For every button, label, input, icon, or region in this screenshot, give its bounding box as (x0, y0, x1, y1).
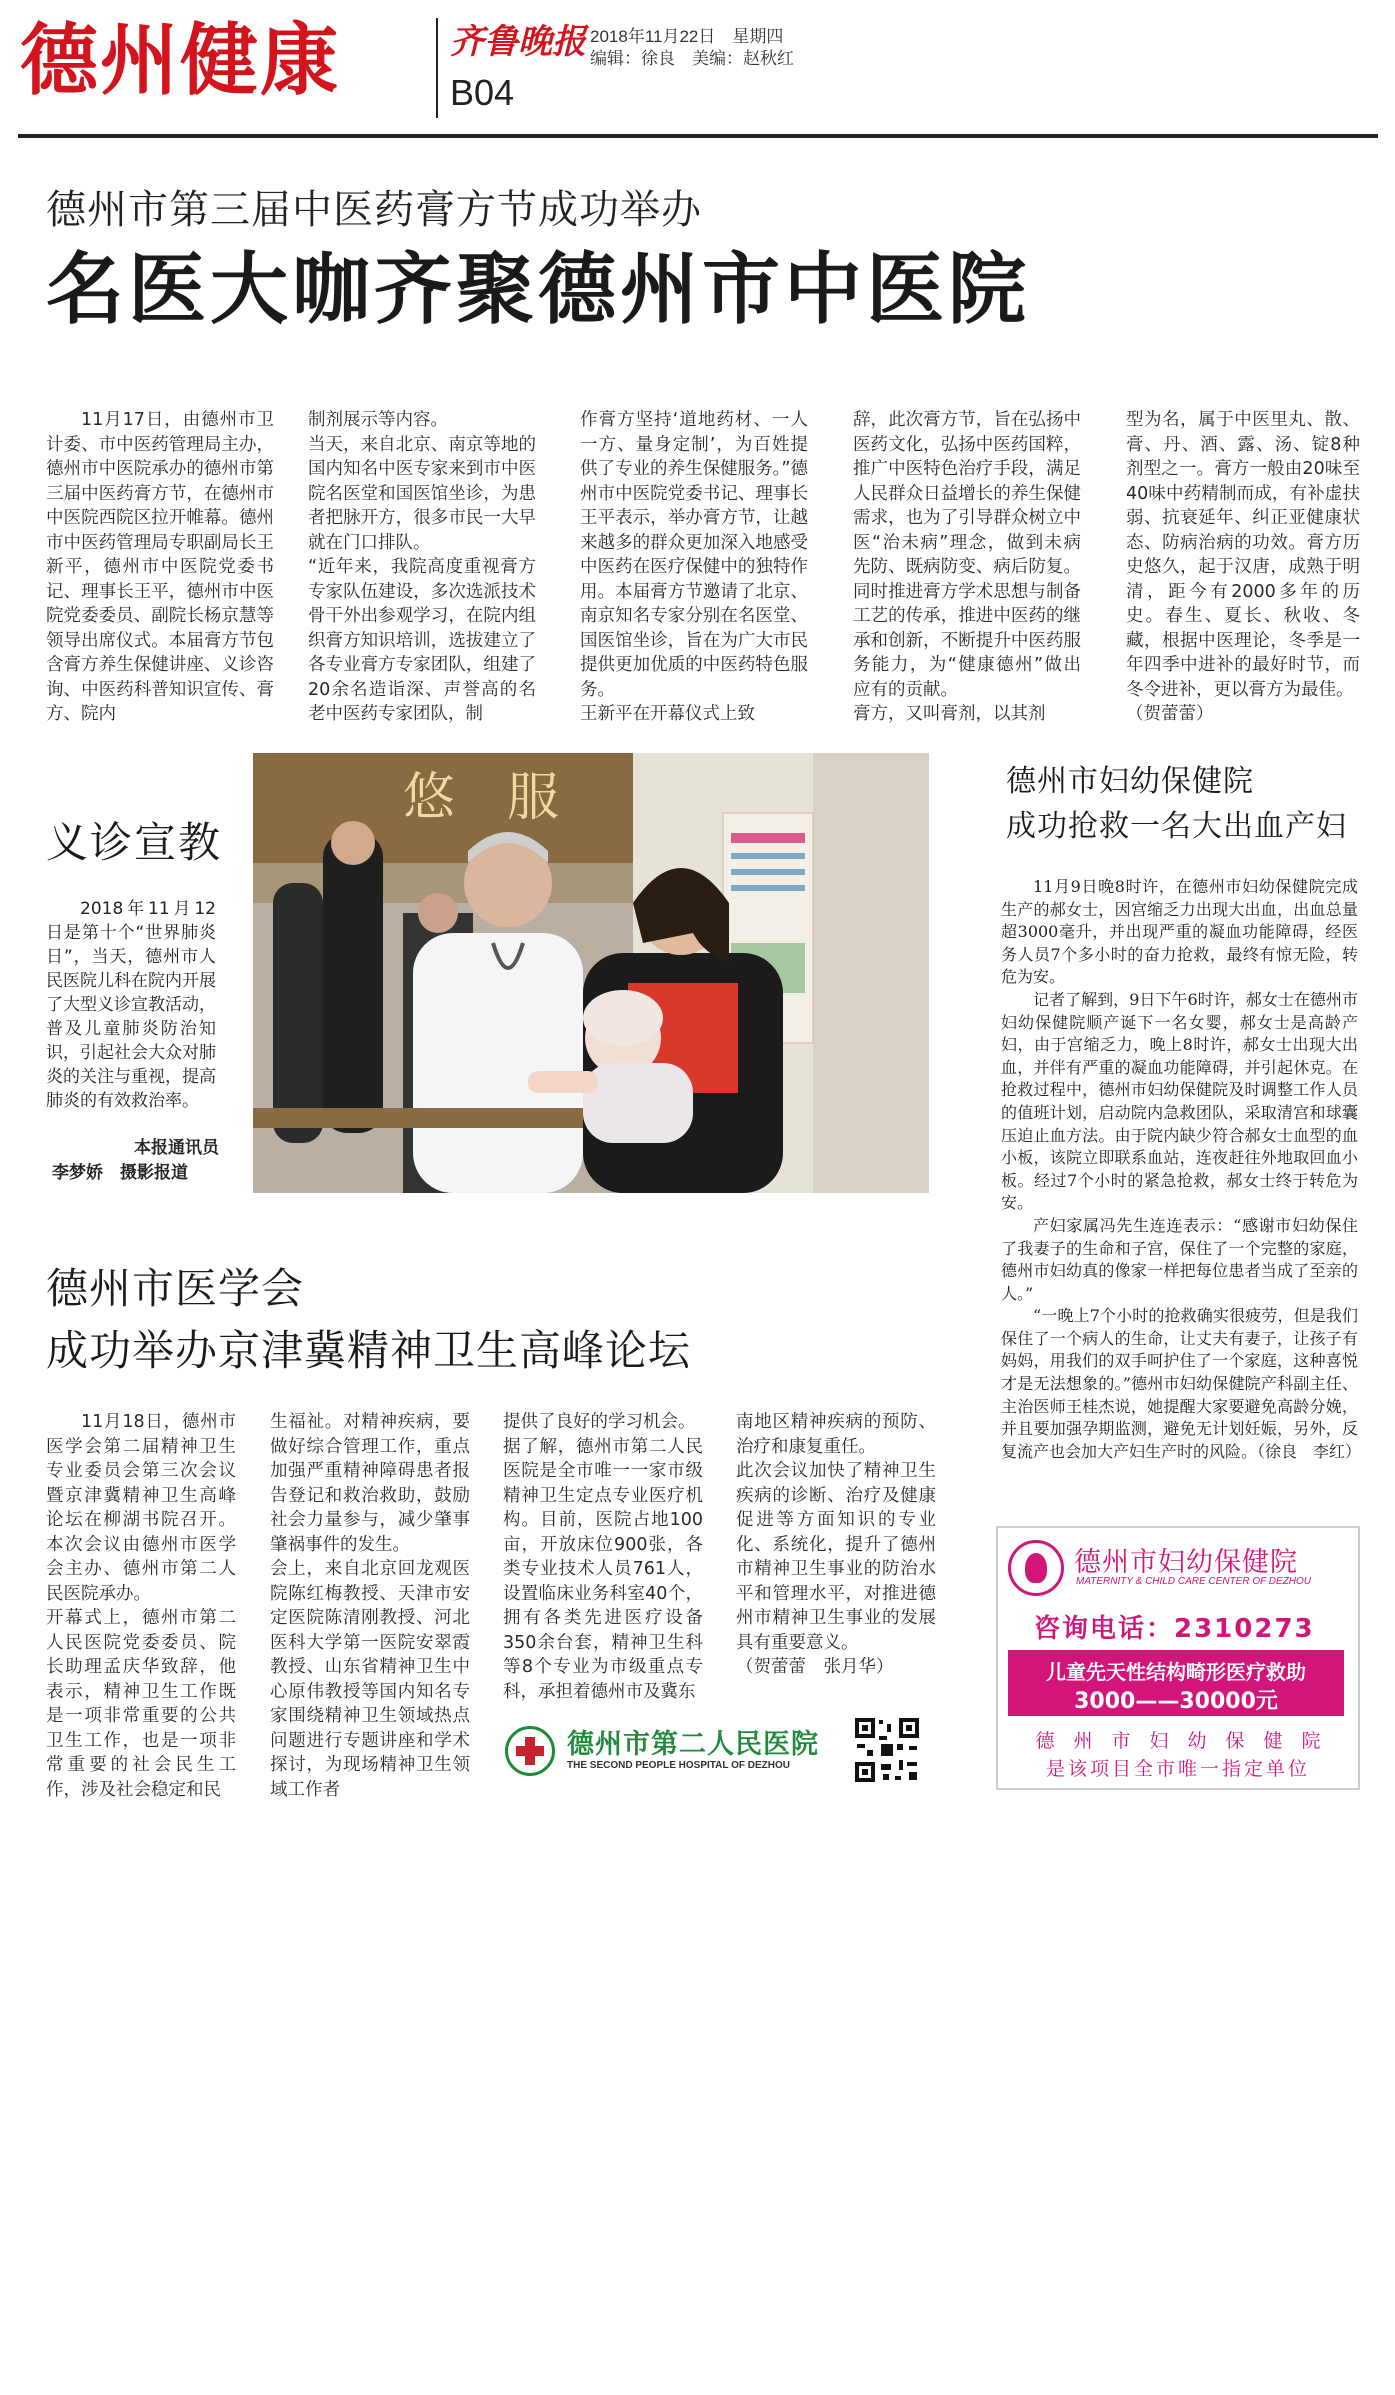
right-story-headline-1: 德州市妇幼保健院 (1006, 764, 1254, 799)
hospital-logo-cn: 德州市第二人民医院 (567, 1729, 819, 1760)
photo-story-body: 2018年11月12日是第十个“世界肺炎日”，当天，德州市人民医院儿科在院内开展了大型义诊宣教活动，普及儿童肺炎防治知识，引起社会大众对肺炎的关注与重视，提高肺炎的有效救治率。 (46, 899, 216, 1111)
right-story-body (1001, 876, 1362, 1463)
right-story-paragraph: 产妇家属冯先生连连表示：“感谢市妇幼保住了我妻子的生命和子宫，保住了一个完整的家庭，德州市妇幼真的像家一样把每位患者当成了至亲的人。” (1001, 1215, 1358, 1303)
bottom-column-4 (736, 1410, 936, 1680)
lead-col5-text: 型为名，属于中医里丸、散、膏、丹、酒、露、汤、锭8种剂型之一。膏方一般由20味至40味中药精制而成，有补虚扶弱、抗衰延年、纠正亚健康状态、防病治病的功效。膏方历史悠久，起于汉唐，成熟于明清，距今有2000多年的历史。春生、夏长、秋收、冬藏，根据中医理论，冬季是一年四季中进补的最好时节，而冬令进补，更以膏方为最佳。 （贺蕾蕾） (1126, 410, 1360, 724)
right-story-paragraph: “一晚上7个小时的抢救确实很疲劳，但是我们保住了一个病人的生命，让丈夫有妻子，让孩子有妈妈，用我们的双手呵护住了一个家庭，这种喜悦才是无法想象的。”德州市妇幼保健院产科副主任、主治医师王桂杰说，她提醒大家要避免高龄分娩，并且要加强孕期监测，避免无计划妊娠，另外，反复流产也会加大产妇生产时的风险。（徐良 李红） (1001, 1306, 1362, 1461)
paper-name: 齐鲁晚报 (450, 22, 586, 62)
masthead-divider (436, 18, 438, 118)
photo-credit-names: 李梦娇 摄影报道 (52, 1163, 188, 1183)
right-story-paragraph: 记者了解到，9日下午6时许，郝女士在德州市妇幼保健院顺产诞下一名女婴，郝女士是高龄产妇，由于宫缩乏力，晚上8时许，郝女士出现大出血，并伴有严重的凝血功能障碍，并引起休克。在抢救过程中，德州市妇幼保健院及时调整工作人员的值班计划，启动院内急救团队，采取清宫和球囊压迫止血方法。由于院内缺少符合郝女士血型的血小板，该院立即联系血站，连夜赶往外地取回血小板。经过7个小时的紧急抢救，郝女士终于转危为安。 (1001, 989, 1358, 1213)
ad-footer-line1: 德 州 市 妇 幼 保 健 院 (1035, 1730, 1321, 1752)
bottom-story-headline-1: 德州市医学会 (46, 1264, 305, 1313)
bottom-column-1 (46, 1410, 236, 1802)
right-story-headline-2: 成功抢救一名大出血产妇 (1006, 809, 1347, 844)
lead-column-5 (1126, 408, 1360, 727)
lead-column-3 (580, 408, 808, 727)
masthead-rule (18, 134, 1378, 138)
issue-date: 2018年11月22日 星期四 (590, 27, 784, 46)
clinic-photo-illustration (253, 753, 929, 1193)
lead-headline: 名医大咖齐聚德州市中医院 (46, 245, 1031, 335)
photo-banner-text: 悠 服 (403, 768, 560, 828)
ad-footer-line2: 是该项目全市唯一指定单位 (1045, 1758, 1310, 1780)
right-story-paragraph: 11月9日晚8时许，在德州市妇幼保健院完成生产的郝女士，因宫缩乏力出现大出血，出血总量超3000毫升，并出现严重的凝血功能障碍，经医务人员7个多小时的奋力抢救，最终有惊无险，转危为安。 (1001, 877, 1358, 987)
lead-subheadline: 德州市第三届中医药膏方节成功举办 (46, 187, 702, 233)
bottom-col1-text: 11月18日，德州市医学会第二届精神卫生专业委员会第三次会议暨京津冀精神卫生高峰论坛在柳湖书院召开。本次会议由德州市医学会主办、德州市第二人民医院承办。 开幕式上，德州市第二人民医院党委委员、院长助理孟庆华致辞，他表示，精神卫生工作既是一项非常重要的公共卫生工作，也是一项非常重要的社会民生工作，涉及社会稳定和民 (46, 1412, 236, 1800)
photo-story-title: 义诊宣教 (46, 818, 223, 867)
ad-hospital-name: 德州市妇幼保健院 (1074, 1547, 1298, 1578)
ad-banner (1008, 1650, 1344, 1716)
second-hospital-logo (505, 1722, 863, 1780)
photo-story-text (46, 897, 216, 1113)
photo-credit-org: 本报通讯员 (134, 1138, 219, 1158)
lead-column-4 (853, 408, 1081, 727)
lead-column-1 (46, 408, 274, 727)
bottom-col4-text: 南地区精神疾病的预防、治疗和康复重任。 此次会议加快了精神卫生疾病的诊断、治疗及健康促进等方面知识的专业化、系统化，提升了德州市精神卫生事业的防治水平和管理水平，对推进德州市精神卫生事业的发展具有重要意义。 （贺蕾蕾 张月华） (736, 1412, 936, 1677)
clinic-photo (253, 753, 929, 1193)
lead-col3-text: 作膏方坚持‘道地药材、一人一方、量身定制’，为百姓提供了专业的养生保健服务。”德州市中医院党委书记、理事长王平表示，举办膏方节，让越来越多的群众更加深入地感受中医药在医疗保健中的独特作用。本届膏方节邀请了北京、南京知名专家分别在名医堂、国医馆坐诊，旨在为广大市民提供更加优质的中医药特色服务。 王新平在开幕仪式上致 (580, 410, 808, 724)
hospital-advertisement (996, 1526, 1360, 1790)
ad-hospital-en: MATERNITY & CHILD CARE CENTER OF DEZHOU (1076, 1576, 1312, 1587)
lead-col1-text: 11月17日，由德州市卫计委、市中医药管理局主办，德州市中医院承办的德州市第三届中医药膏方节，在德州市中医院西院区拉开帷幕。德州市中医药管理局专职副局长王新平，德州市中医院党委书记、理事长王平，德州市中医院党委委员、副院长杨京慧等领导出席仪式。本届膏方节包含膏方养生保健讲座、义诊咨询、中医药科普知识宣传、膏方、院内 (46, 410, 274, 724)
ad-banner-line1: 儿童先天性结构畸形医疗救助 (1046, 1660, 1306, 1684)
ad-phone: 咨询电话：2310273 (1034, 1614, 1315, 1644)
editors: 编辑：徐良 美编：赵秋红 (590, 49, 794, 68)
page-number: B04 (450, 72, 515, 113)
bottom-column-2 (270, 1410, 470, 1802)
lead-col4-text: 辞，此次膏方节，旨在弘扬中医药文化，弘扬中医药国粹，推广中医特色治疗手段，满足人民群众日益增长的养生保健需求，也为了引导群众树立中医“治未病”理念，做到未病先防、既病防变、病后防复。同时推进膏方学术思想与制备工艺的传承，推进中医药的继承和创新，不断提升中医药服务能力，为“健康德州”做出应有的贡献。 膏方，又叫膏剂，以其剂 (853, 410, 1081, 724)
bottom-col2-text: 生福祉。对精神疾病，要做好综合管理工作，重点加强严重精神障碍患者报告登记和救治救助，鼓励社会力量参与，减少肇事肇祸事件的发生。 会上，来自北京回龙观医院陈红梅教授、天津市安定医院陈清刚教授、河北医科大学第一医院安翠霞教授、山东省精神卫生中心原伟教授等国内知名专家围绕精神卫生领域热点问题进行专题讲座和学术探讨，为现场精神卫生领域工作者 (270, 1412, 470, 1800)
hospital-cross-icon (505, 1726, 555, 1776)
qr-code-icon (853, 1716, 921, 1784)
bottom-story-headline-2: 成功举办京津冀精神卫生高峰论坛 (46, 1326, 692, 1375)
lead-col2-text: 制剂展示等内容。 当天，来自北京、南京等地的国内知名中医专家来到市中医院名医堂和国医馆坐诊，为患者把脉开方，很多市民一大早就在门口排队。 “近年来，我院高度重视膏方专家队伍建设，多次选派技术骨干外出参观学习，在院内组织膏方知识培训，选拔建立了各专业膏方专家团队，组建了20余名造诣深、声誉高的名老中医药专家团队，制 (308, 410, 536, 724)
maternity-logo-icon (1008, 1540, 1064, 1596)
hospital-logo-en: THE SECOND PEOPLE HOSPITAL OF DEZHOU (567, 1760, 790, 1771)
bottom-col3-text: 提供了良好的学习机会。 据了解，德州市第二人民医院是全市唯一一家市级精神卫生定点专业医疗机构。目前，医院占地100亩，开放床位900张，各类专业技术人员761人，设置临床业务科室40个，拥有各类先进医疗设备350余台套，精神卫生科等8个专业为市级重点专科，承担着德州市及冀东 (503, 1412, 703, 1702)
ad-banner-line2: 3000——30000元 (1074, 1689, 1278, 1714)
lead-column-2 (308, 408, 536, 727)
bottom-column-3 (503, 1410, 703, 1704)
section-title: 德州健康 (20, 16, 341, 106)
